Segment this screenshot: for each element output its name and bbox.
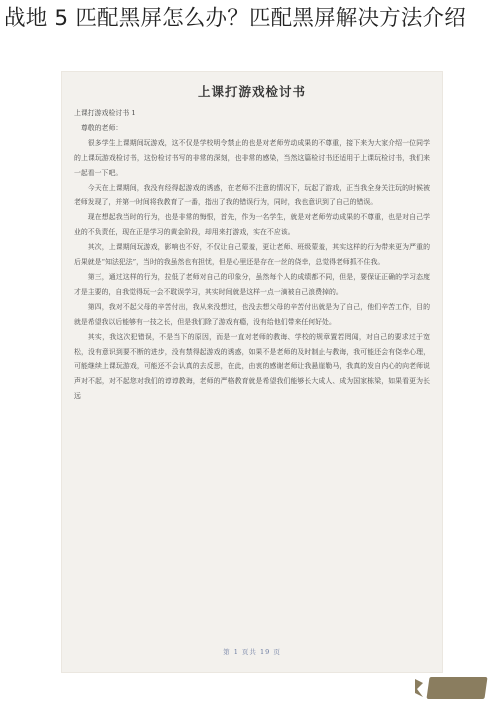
watermark-block: [426, 677, 487, 699]
document-body: [74, 106, 430, 404]
doc-paragraph: 第四，我对不起父母的辛苦付出，我从来没想过，也没去想父母的辛苦付出就是为了自己，他们辛苦工作，目的就是希望我以后能够有一技之长，但是我们除了游戏有瘾，没有给他们带来任何好处。: [74, 302, 430, 326]
doc-paragraph: 上课打游戏检讨书 1: [74, 109, 136, 117]
document-title: 上课打游戏检讨书: [197, 84, 306, 99]
watermark-logo: [413, 677, 486, 699]
doc-paragraph: 很多学生上课期间玩游戏，这不仅是学校明令禁止的也是对老师劳动成果的不尊重，接下来为大家介绍一位同学的上课玩游戏检讨书，这份检讨书写的非常的深刻，也非常的感染，当然这篇检讨书还适用于上课玩检讨书，我们来一起看一下吧。: [74, 138, 430, 177]
page-number: 第 1 页共 19 页: [223, 648, 281, 656]
doc-paragraph: 第三，通过这样的行为，拉低了老师对自己的印象分，虽然每个人的成绩都不同，但是，要保证正确的学习态度才是主要的，自我觉得玩一会不耽误学习，其实时间就是这样一点一滴被自己浪费掉的。: [74, 272, 430, 296]
doc-paragraph: 其次，上课期间玩游戏，影响也不好，不仅让自己蒙羞，更让老师、班级蒙羞，其实这样的行为带来更为严重的后果就是“知法犯法”，当时的我虽然也有担忧，但是心里还是存在一丝的侥幸，总觉得老师抓不住我。: [74, 243, 430, 267]
doc-paragraph: 其实，我这次犯错误，不是当下的原因，而是一直对老师的教诲、学校的规章置若罔闻，对自己的要求过于宽松，没有意识到要不断的进步，没有禁得起游戏的诱惑，如果不是老师的及时制止与教诲，我可能还会有侥幸心理，可能继续上课玩游戏，可能还不会认真的去反思，在此，由衷的感谢老师让我悬崖勒马，我真的发自内心的向老师说声对不起，对不起您对我们的谆谆教诲，老师的严格教育就是希望我们能够长大成人、成为国家栋梁，如果看更为长远: [74, 332, 430, 401]
watermark-icon: [413, 677, 425, 699]
document-image: [62, 72, 442, 672]
doc-paragraph: 尊敬的老师：: [80, 123, 123, 132]
doc-paragraph: 现在想起我当时的行为，也是非常的悔恨，首先，作为一名学生，就是对老师劳动成果的不尊重，也是对自己学业的不负责任，现在正是学习的黄金阶段，却用来打游戏，实在不应该。: [74, 213, 430, 237]
doc-paragraph: 今天在上课期间，我没有经得起游戏的诱惑，在老师不注意的情况下，玩起了游戏，正当我全身关注玩的时候被老师发现了，并第一时间将我教育了一番，指出了我的错误行为，同时，我也意识到了自己的错误。: [74, 183, 430, 207]
article-headline: 战地 5 匹配黑屏怎么办？匹配黑屏解决方法介绍: [4, 6, 466, 31]
